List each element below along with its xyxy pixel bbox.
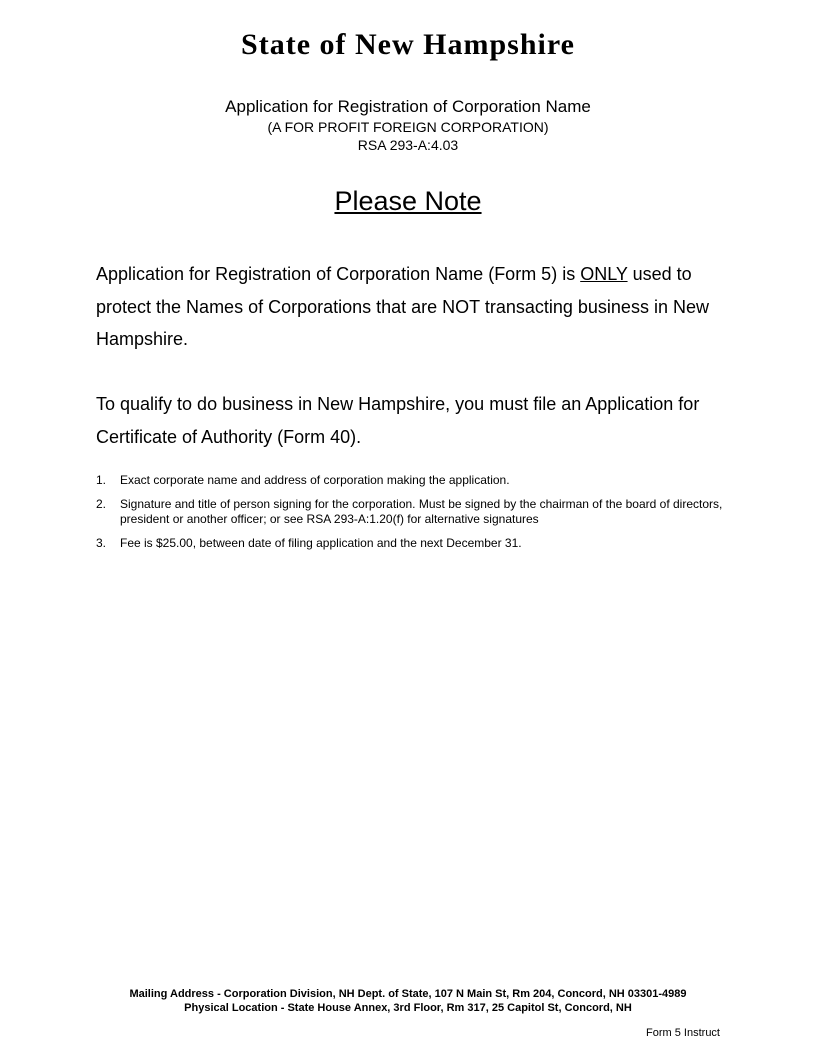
instruction-list bbox=[96, 473, 726, 560]
list-item bbox=[96, 473, 726, 488]
form-identifier: Form 5 Instruct bbox=[646, 1027, 720, 1039]
list-item-text: Exact corporate name and address of corporation making the application. bbox=[120, 473, 510, 487]
notice-text-part2: used to protect the Names of Corporations that are NOT transacting business in New Hampshire. bbox=[96, 264, 709, 349]
notice-paragraph-form5 bbox=[96, 258, 736, 356]
statute-reference: RSA 293-A:4.03 bbox=[357, 137, 459, 153]
physical-location: Physical Location - State House Annex, 3rd Floor, Rm 317, 25 Capitol St, Concord, NH bbox=[184, 1002, 632, 1014]
list-item-number: 2. bbox=[96, 497, 107, 511]
list-item-number: 1. bbox=[96, 473, 107, 487]
list-item bbox=[96, 497, 726, 527]
state-title: State of New Hampshire bbox=[241, 28, 575, 61]
list-item bbox=[96, 536, 726, 551]
document-header bbox=[0, 96, 816, 154]
footer bbox=[0, 987, 816, 1015]
list-item-text: Signature and title of person signing for the corporation. Must be signed by the chairman of the board of directors, president or another officer; or see RSA 293-A:1.20(f) for alternative signatures bbox=[120, 497, 723, 526]
mailing-address: Mailing Address - Corporation Division, NH Dept. of State, 107 N Main St, Rm 204, Concord, NH 03301-4989 bbox=[129, 988, 687, 1000]
list-item-text: Fee is $25.00, between date of filing application and the next December 31. bbox=[120, 536, 522, 550]
list-item-number: 3. bbox=[96, 536, 107, 550]
only-emphasis: ONLY bbox=[580, 264, 628, 284]
application-title: Application for Registration of Corporation Name bbox=[225, 97, 591, 116]
notice-paragraph-form40: To qualify to do business in New Hampshire, you must file an Application for Certificate of Authority (Form 40). bbox=[96, 394, 700, 447]
please-note-heading: Please Note bbox=[334, 186, 482, 216]
notice-text-part1: Application for Registration of Corporation Name (Form 5) is bbox=[96, 264, 581, 284]
corporation-type: (A FOR PROFIT FOREIGN CORPORATION) bbox=[267, 119, 549, 135]
